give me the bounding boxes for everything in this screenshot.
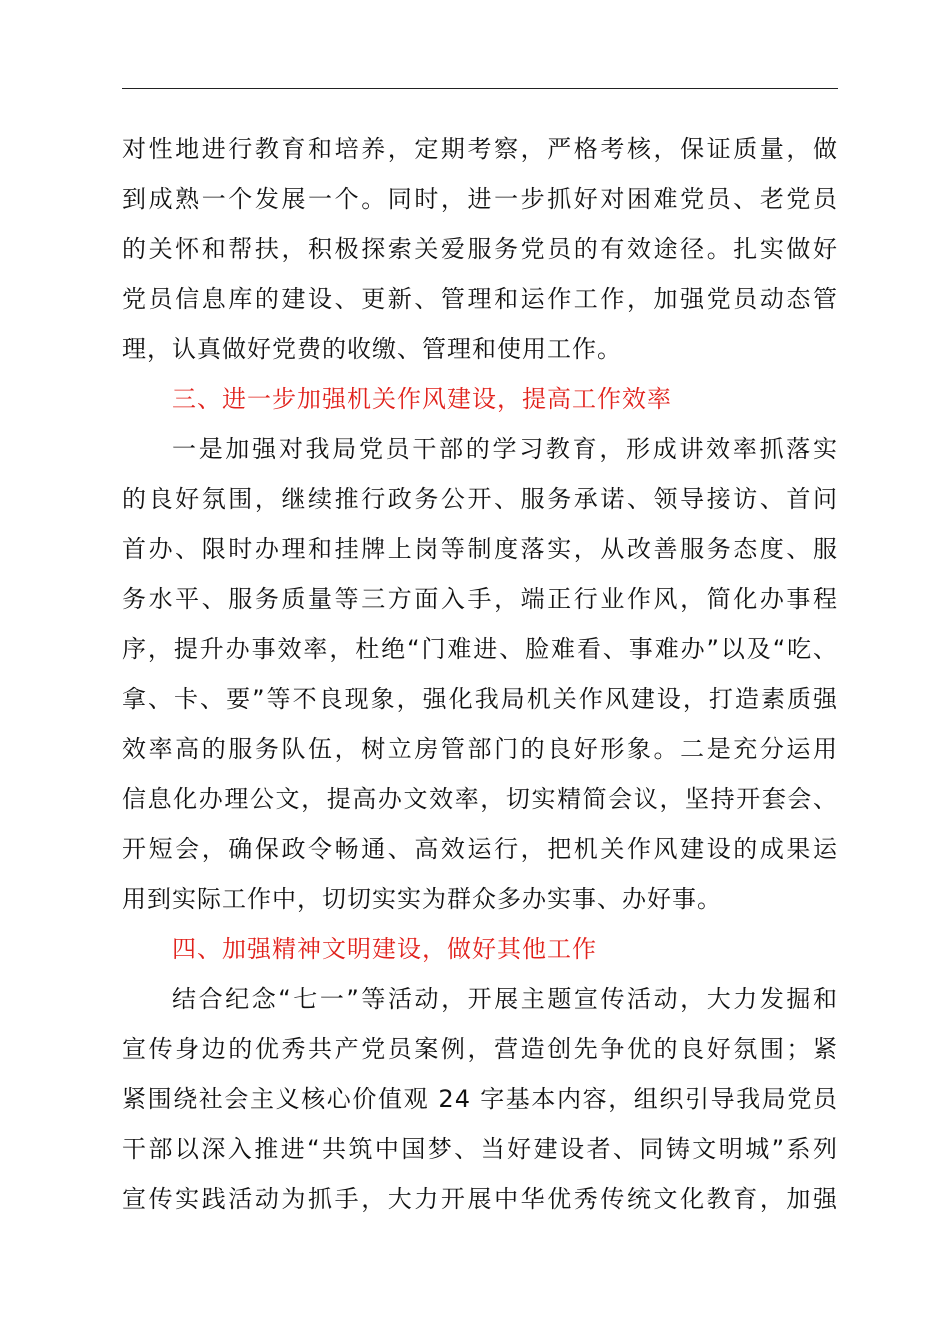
text-line: 党员信息库的建设、更新、管理和运作工作，加强党员动态管 (122, 285, 838, 313)
text-line: 宣传身边的优秀共产党员案例，营造创先争优的良好氛围；紧 (122, 1035, 838, 1063)
text-line: 务水平、服务质量等三方面入手，端正行业作风，简化办事程 (122, 585, 838, 613)
text-line: 用到实际工作中，切切实实为群众多办实事、办好事。 (122, 885, 722, 913)
document-body (122, 124, 838, 1224)
paragraph-first-line: 一是加强对我局党员干部的学习教育，形成讲效率抓落实 (172, 435, 838, 463)
text-line: 的关怀和帮扶，积极探索关爱服务党员的有效途径。扎实做好 (122, 235, 838, 263)
text-line: 干部以深入推进“共筑中国梦、当好建设者、同铸文明城”系列 (122, 1135, 838, 1163)
text-line: 效率高的服务队伍，树立房管部门的良好形象。二是充分运用 (122, 735, 838, 763)
text-line: 紧围绕社会主义核心价值观 24 字基本内容，组织引导我局党员 (122, 1085, 838, 1113)
section-heading-3: 三、进一步加强机关作风建设，提高工作效率 (172, 385, 672, 413)
text-line: 开短会，确保政令畅通、高效运行，把机关作风建设的成果运 (122, 835, 838, 863)
text-line: 序，提升办事效率，杜绝“门难进、脸难看、事难办”以及“吃、 (122, 635, 838, 663)
header-rule (122, 88, 838, 89)
text-line: 理，认真做好党费的收缴、管理和使用工作。 (122, 335, 622, 363)
text-line: 拿、卡、要”等不良现象，强化我局机关作风建设，打造素质强 (122, 685, 838, 713)
text-line: 到成熟一个发展一个。同时，进一步抓好对困难党员、老党员 (122, 185, 838, 213)
text-line: 宣传实践活动为抓手，大力开展中华优秀传统文化教育，加强 (122, 1185, 838, 1213)
text-line: 信息化办理公文，提高办文效率，切实精简会议，坚持开套会、 (122, 785, 838, 813)
paragraph-first-line: 结合纪念“七一”等活动，开展主题宣传活动，大力发掘和 (172, 985, 838, 1013)
text-line: 对性地进行教育和培养，定期考察，严格考核，保证质量，做 (122, 135, 838, 163)
section-heading-4: 四、加强精神文明建设，做好其他工作 (172, 935, 597, 963)
text-line: 首办、限时办理和挂牌上岗等制度落实，从改善服务态度、服 (122, 535, 838, 563)
text-line: 的良好氛围，继续推行政务公开、服务承诺、领导接访、首问 (122, 485, 838, 513)
